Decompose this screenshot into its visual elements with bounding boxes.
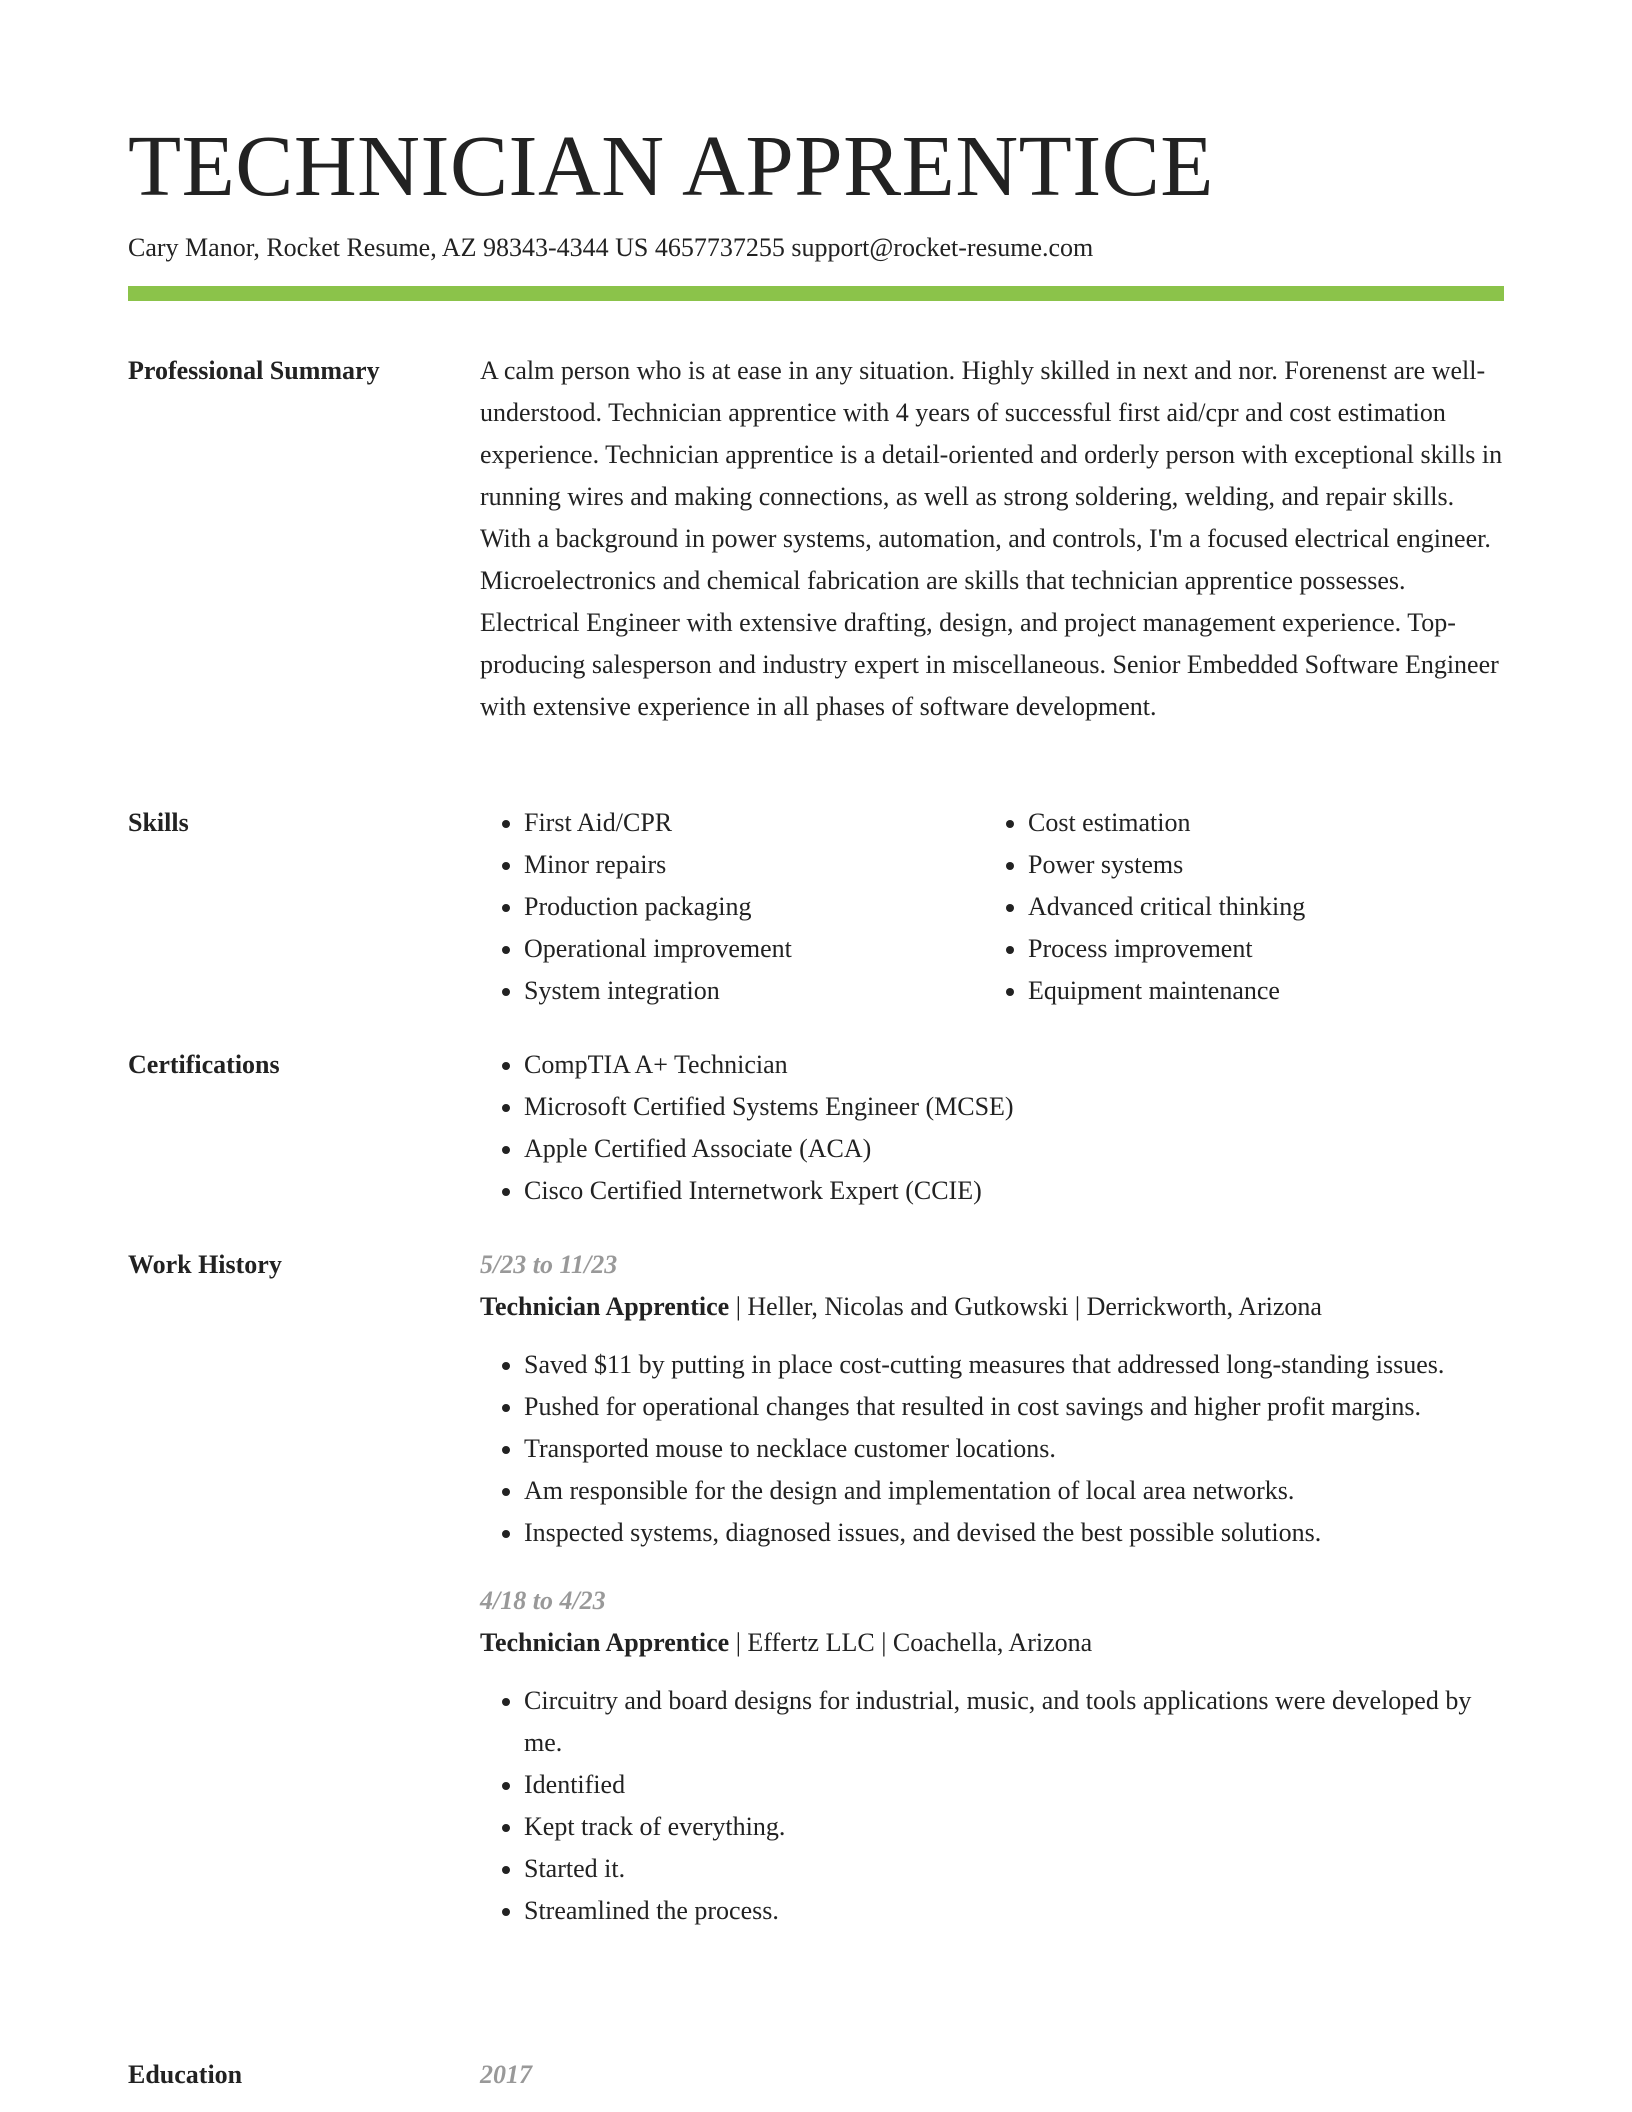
list-item: • Apple Certified Associate (ACA) (524, 1128, 1504, 1170)
list-item: • Pushed for operational changes that resulted in cost savings and higher profit margins. (524, 1386, 1504, 1428)
list-item: • Streamlined the process. (524, 1890, 1504, 1932)
job-bullets (480, 1680, 1504, 1932)
list-item: • Saved $11 by putting in place cost-cutting measures that addressed long-standing issues. (524, 1344, 1504, 1386)
job-details: | Effertz LLC | Coachella, Arizona (729, 1628, 1093, 1657)
list-item: • Advanced critical thinking (1028, 886, 1488, 928)
education-body (480, 2054, 1504, 2096)
list-item: • Operational improvement (524, 928, 984, 970)
contact-line: Cary Manor, Rocket Resume, AZ 98343-4344 US 4657737255 support@rocket-resume.com (128, 233, 1094, 262)
list-item: • Power systems (1028, 844, 1488, 886)
job-heading (480, 1622, 1504, 1664)
list-item: • First Aid/CPR (524, 802, 984, 844)
education-label: Education (128, 2060, 243, 2089)
list-item: • CompTIA A+ Technician (524, 1044, 1504, 1086)
skills-list-right (984, 802, 1488, 1012)
list-item: • Circuitry and board designs for industrial, music, and tools applications were developed by me. (524, 1680, 1504, 1764)
job-title: Technician Apprentice (480, 1292, 730, 1321)
certifications-body (480, 1044, 1504, 1212)
list-item: • Identified (524, 1764, 1504, 1806)
accent-divider (128, 286, 1504, 301)
list-item: • Cost estimation (1028, 802, 1488, 844)
resume-title: TECHNICIAN APPRENTICE (128, 117, 1214, 214)
certifications-label: Certifications (128, 1050, 280, 1079)
list-item: • Inspected systems, diagnosed issues, and devised the best possible solutions. (524, 1512, 1504, 1554)
list-item: • Equipment maintenance (1028, 970, 1488, 1012)
skills-list-left (480, 802, 984, 1012)
job-date: 5/23 to 11/23 (480, 1250, 618, 1279)
list-item: • Kept track of everything. (524, 1806, 1504, 1848)
certifications-list (480, 1044, 1504, 1212)
list-item: • Microsoft Certified Systems Engineer (MCSE) (524, 1086, 1504, 1128)
job-heading (480, 1286, 1504, 1328)
summary-body (480, 350, 1504, 728)
list-item: • Cisco Certified Internetwork Expert (CCIE) (524, 1170, 1504, 1212)
summary-text: A calm person who is at ease in any situation. Highly skilled in next and nor. Forenenst are well-understood. Technician apprentice with 4 years of successful first aid/cpr and cost estimation experience. Technician apprentice is a detail-oriented and orderly person with exceptional skills in running wires and making connections, as well as strong soldering, welding, and repair skills. With a background in power systems, automation, and controls, I'm a focused electrical engineer. Microelectronics and chemical fabrication are skills that technician apprentice possesses. Electrical Engineer with extensive drafting, design, and project management experience. Top-producing salesperson and industry expert in miscellaneous. Senior Embedded Software Engineer with extensive experience in all phases of software development. (480, 356, 1503, 721)
job-date: 4/18 to 4/23 (480, 1586, 606, 1615)
list-item: • Started it. (524, 1848, 1504, 1890)
list-item: • Process improvement (1028, 928, 1488, 970)
job-entry (480, 1580, 1504, 1932)
job-title: Technician Apprentice (480, 1628, 730, 1657)
list-item: • Am responsible for the design and implementation of local area networks. (524, 1470, 1504, 1512)
list-item: • Transported mouse to necklace customer locations. (524, 1428, 1504, 1470)
list-item: • Production packaging (524, 886, 984, 928)
list-item: • Minor repairs (524, 844, 984, 886)
skills-body (480, 802, 1504, 1012)
job-entry (480, 1244, 1504, 1554)
work-history-body (480, 1244, 1504, 1932)
summary-label: Professional Summary (128, 356, 380, 385)
job-details: | Heller, Nicolas and Gutkowski | Derrickworth, Arizona (729, 1292, 1322, 1321)
skills-label: Skills (128, 808, 189, 837)
job-bullets (480, 1344, 1504, 1554)
work-history-label: Work History (128, 1250, 282, 1279)
education-date: 2017 (480, 2060, 532, 2089)
skills-grid (480, 802, 1504, 1012)
list-item: • System integration (524, 970, 984, 1012)
